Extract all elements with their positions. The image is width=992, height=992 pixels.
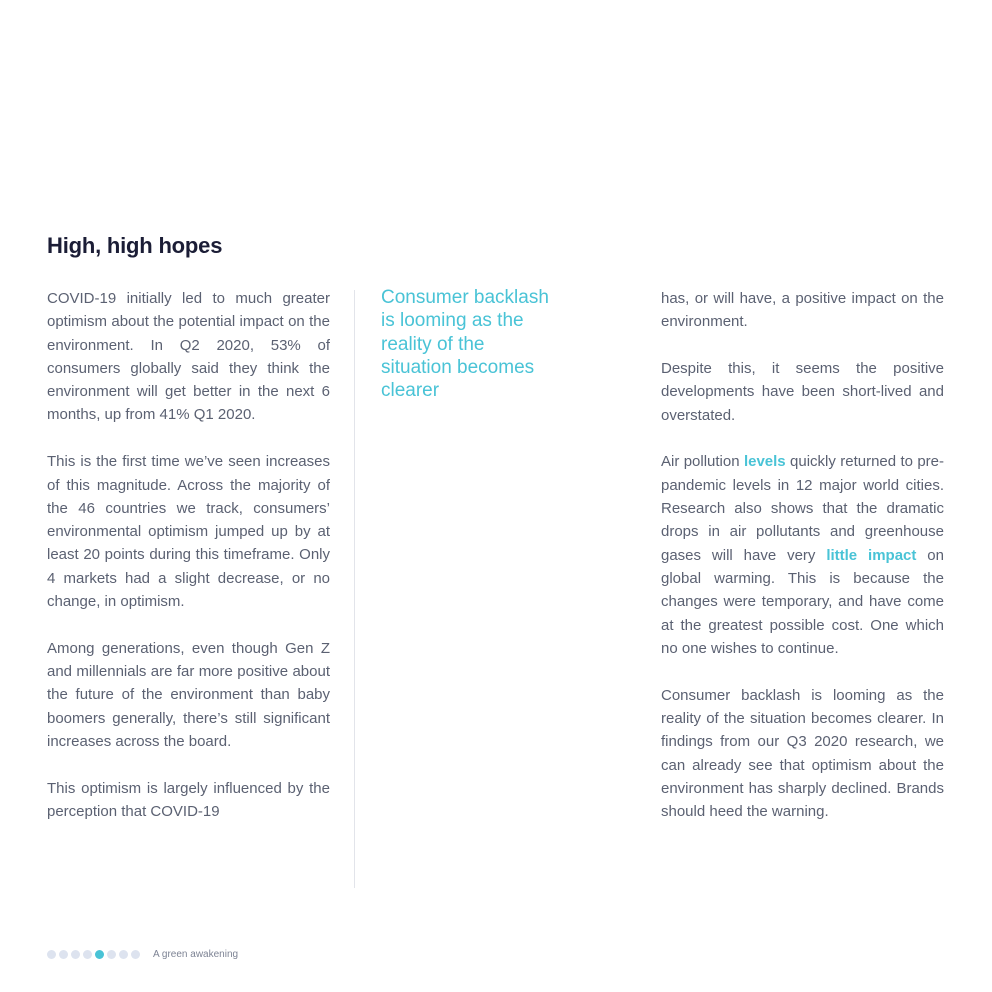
footer-label: A green awakening bbox=[153, 948, 239, 960]
page-dot[interactable] bbox=[83, 950, 92, 959]
text-segment: Air pollution bbox=[661, 453, 744, 471]
page-dot[interactable] bbox=[71, 950, 80, 959]
pull-quote: Consumer backlash is looming as the reality of the situation becomes clearer bbox=[381, 287, 549, 402]
page-dot[interactable] bbox=[119, 950, 128, 959]
paragraph: Despite this, it seems the positive developments have been short-lived and overstated. bbox=[661, 360, 944, 424]
right-column bbox=[661, 287, 944, 847]
page-dot[interactable] bbox=[59, 950, 68, 959]
levels-link[interactable]: levels bbox=[743, 453, 786, 471]
paragraph: COVID-19 initially led to much greater optimism about the potential impact on the environment. In Q2 2020, 53% of consumers globally said they think the environment will get better in the next 6 months, up from 41% Q1 2020. bbox=[47, 290, 330, 424]
paragraph: Consumer backlash is looming as the reality of the situation becomes clearer. In findings from our Q3 2020 research, we can already see that optimism about the environment has sharply declined. Brands should heed the warning. bbox=[661, 686, 944, 821]
footer bbox=[47, 947, 238, 961]
left-column bbox=[47, 287, 330, 889]
paragraph: has, or will have, a positive impact on the environment. bbox=[661, 290, 944, 331]
paragraph: This is the first time we’ve seen increases of this magnitude. Across the majority of the 46 countries we track, consumers’ environmental optimism jumped up by at least 20 points during this timeframe. Only 4 markets had a slight decrease, or no change, in optimism. bbox=[47, 453, 330, 611]
text-segment: quickly returned to pre-pandemic levels in 12 major world cities. Research also shows that the dramatic drops in air pollutants and greenhouse gases will have very bbox=[661, 453, 945, 564]
paragraph-with-links bbox=[661, 450, 944, 660]
page-indicator bbox=[47, 950, 140, 959]
text-segment: on global warming. This is because the changes were temporary, and have come at the greatest possible cost. One which no one wishes to continue. bbox=[661, 546, 944, 657]
page-dot[interactable] bbox=[107, 950, 116, 959]
page-dot-active[interactable] bbox=[95, 950, 104, 959]
page-dot[interactable] bbox=[131, 950, 140, 959]
paragraph: Among generations, even though Gen Z and millennials are far more positive about the future of the environment than baby boomers generally, there’s still significant increases across the board. bbox=[47, 639, 330, 751]
page-dot[interactable] bbox=[47, 950, 56, 959]
little-impact-link[interactable]: little impact bbox=[826, 546, 917, 564]
paragraph: This optimism is largely influenced by the perception that COVID-19 bbox=[47, 779, 330, 821]
column-divider bbox=[354, 290, 355, 888]
section-heading: High, high hopes bbox=[47, 233, 223, 258]
